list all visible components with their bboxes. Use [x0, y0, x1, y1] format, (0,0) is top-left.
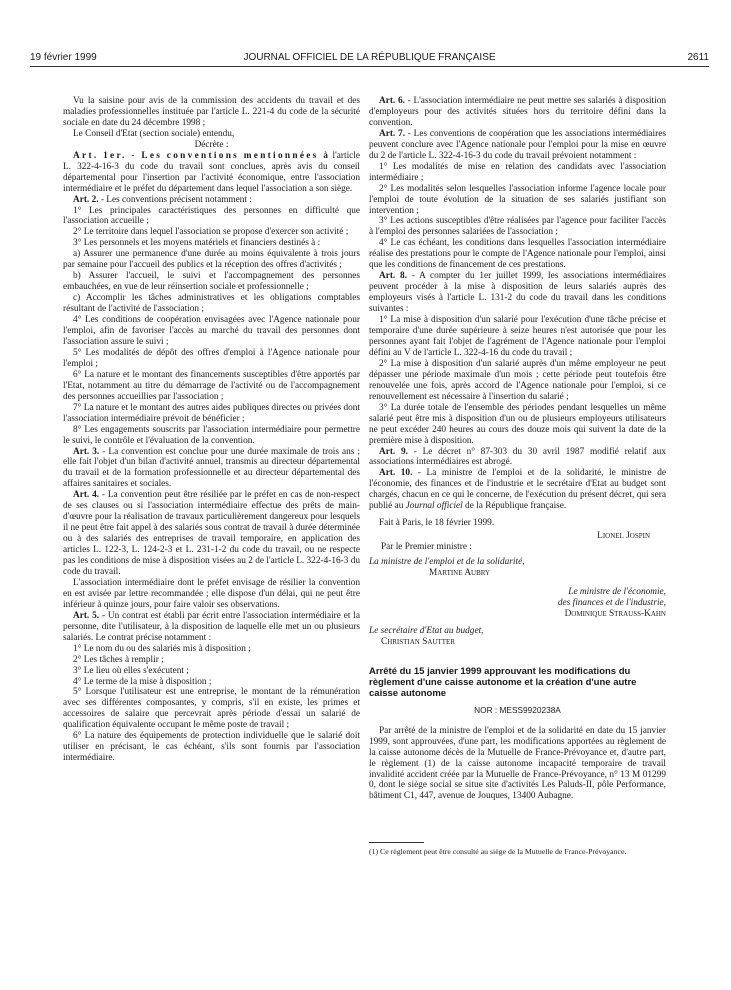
article-7-item: 1° Les modalités de mise en relation des candidats avec l'association intermédiaire ; — [369, 161, 666, 183]
footnote-rule — [369, 842, 424, 843]
article-6-text: - L'association intermédiaire ne peut mettre ses salariés à disposition d'employeurs pour des activités situées hors du territoire défini dans la convention. — [369, 96, 666, 128]
article-7-label: Art. 7. — [379, 128, 406, 139]
article-2-item: a) Assurer une permanence d'une durée au moins équivalente à trois jours par semaine pour l'accueil des publics et la réception des offres d'activités ; — [63, 249, 360, 271]
article-2-item: c) Accomplir les tâches administratives et les obligations comptables résultant de l'activité de l'association ; — [63, 293, 360, 315]
signature-block — [369, 518, 666, 648]
minister-2-title-1 — [369, 587, 666, 598]
article-10-tail: de la République française. — [462, 501, 567, 512]
article-4-paragraph-2: L'association intermédiaire dont le préfet envisage de résilier la convention en est avisée par lettre recommandée ; elle dispose d'un délai, qui ne peut être inférieur à quinze jours, pour faire valoir ses observations. — [63, 577, 360, 610]
article-4-text: - La convention peut être résiliée par le préfet en cas de non-respect de ses clauses ou si l'association intermédiaire effectue des prêts de main-d'œuvre pour la réalisation de travaux particulièrement dangereux pour lesquels il ne peut être fait appel à des salariés sous contrat de travail à durée déterminée ou à des salariés des entreprises de travail temporaire, en application des articles L. 122-3, L. 124-2-3 et L. 231-1-2 du code du travail, ou ne respecte pas les conditions de mise à disposition visées au 2 de l'article L. 322-4-16-3 du code du travail. — [63, 490, 361, 577]
minister-2-name: Dominique Strauss-Kahn — [564, 608, 666, 619]
article-5-item: 3° Le lieu où elles s'exécutent ; — [73, 665, 189, 676]
left-column — [63, 96, 360, 764]
article-9 — [369, 447, 666, 469]
par-premier-ministre: Par le Premier ministre : — [381, 542, 472, 553]
arrete-body: Par arrêté de la ministre de l'emploi et de la solidarité en date du 15 janvier 1999, sont approuvées, d'une part, les modifications apportées au règlement de la caisse autonome décès de la Mutuelle de France-Prévoyance et, d'autre part, le règlement (1) de la caisse autonome incapacité temporaire de travail invalidité accident créée par la Mutuelle de France-Prévoyance, n° 13 M 01299 0, dont le siège social se situe site d'activités Les Paluds-II, pôle Performance, bâtiment C1, 447, avenue de Jouques, 13400 Aubagne. — [369, 725, 666, 802]
article-5 — [63, 611, 360, 644]
article-2-label: Art. 2. — [73, 194, 99, 205]
article-10-text: - La ministre de l'emploi et de la solidarité, le ministre de l'économie, des finances et de l'industrie et le secrétaire d'Etat au budget sont chargés, chacun en ce qui le concerne, de l'exécution du présent décret, qui sera publié au — [369, 468, 666, 512]
article-1-text: l'article L. 322-4-16-3 du code du travail sont conclues, après avis du conseil départemental pour l'insertion par l'activité économique, entre l'association intermédiaire et le préfet du département dans lequel l'association a son siège. — [63, 150, 361, 194]
minister-3-title — [369, 626, 666, 637]
minister-2-title-1-text: Le ministre de l'économie, — [568, 586, 666, 597]
minister-1-title-text: La ministre de l'emploi et de la solidarité, — [369, 557, 525, 568]
article-3 — [63, 447, 360, 491]
article-8-label: Art. 8. — [379, 271, 407, 282]
conseil-paragraph: Le Conseil d'Etat (section sociale) entendu, — [73, 128, 235, 139]
journal-officiel-ref: Journal officiel — [405, 501, 463, 512]
article-8-item: 3° La durée totale de l'ensemble des périodes pendant lesquelles un même salarié peut être mis à disposition d'un ou de plusieurs employeurs utilisateurs ne peut excéder 240 heures au cours des douze mois qui suivent la date de la première mise à disposition. — [369, 402, 666, 446]
article-2 — [63, 195, 360, 206]
right-column — [369, 96, 666, 857]
article-5-item: 5° Lorsque l'utilisateur est une entreprise, le montant de la rémunération avec ses différentes composantes, y compris, s'il en existe, les primes et accessoires de salaire que percevrait après période d'essai un salarié de qualification équivalente occupant le même poste de travail ; — [63, 687, 360, 731]
minister-2-title-2-text: des finances et de l'industrie, — [557, 597, 666, 608]
signature-date: Fait à Paris, le 18 février 1999. — [379, 518, 495, 529]
article-5-label: Art. 5. — [73, 610, 100, 621]
article-6-label: Art. 6. — [379, 96, 405, 106]
article-7-item: 2° Les modalités selon lesquelles l'association informe l'agence locale pour l'emploi de toute évolution de la situation de ses salariés justifiant son intervention ; — [369, 183, 666, 216]
article-7-item: 3° Les actions susceptibles d'être réalisées par l'agence pour faciliter l'accès à l'emploi des personnes salariées de l'association ; — [369, 216, 666, 238]
article-2-item: 2° Le territoire dans lequel l'association se propose d'exercer son activité ; — [73, 227, 349, 238]
article-2-item: 4° Les conditions de coopération envisagées avec l'Agence nationale pour l'emploi, afin de favoriser l'accès au marché du travail des personnes dont l'association assure le suivi ; — [63, 315, 360, 347]
article-2-item: b) Assurer l'accueil, le suivi et l'accompagnement des personnes embauchées, en vue de leur réinsertion sociale et professionnelle ; — [63, 271, 360, 293]
minister-2-title-2 — [369, 598, 666, 609]
article-8-item: 2° La mise à disposition d'un salarié auprès d'un même employeur ne peut dépasser une période maximale d'un mois ; cette période peut toutefois être renouvelée une fois, après accord de l'Agence nationale pour l'emploi, si ce renouvellement est nécessaire à l'insertion du salarié ; — [369, 358, 666, 402]
arrete-title: Arrêté du 15 janvier 1999 approuvant les modifications du règlement d'une caisse autonome et la création d'une autre caisse autonome — [369, 665, 637, 699]
minister-1-title — [369, 557, 666, 568]
article-9-text: - Le décret n° 87-303 du 30 avril 1987 modifié relatif aux associations intermédiaires est abrogé. — [369, 446, 666, 468]
article-4-label: Art. 4. — [73, 490, 100, 501]
article-2-item: 7° La nature et le montant des autres aides publiques directes ou privées dont l'association intermédiaire prévoit de bénéficier ; — [63, 402, 360, 424]
article-1 — [63, 151, 360, 195]
article-9-label: Art. 9. — [379, 446, 408, 457]
article-5-text: - Un contrat est établi par écrit entre l'association intermédiaire et la personne, dite l'utilisateur, à la disposition de laquelle elle met un ou plusieurs salariés. Le contrat précise notamment : — [63, 610, 361, 643]
header-page-number: 2611 — [687, 52, 709, 63]
article-8 — [369, 271, 666, 315]
article-2-item: 6° La nature et le montant des financements susceptibles d'être apportés par l'Etat, notamment au titre du démarrage de l'activité ou de l'accompagnement des personnes accueillies par l'association ; — [63, 369, 360, 402]
article-6 — [369, 96, 666, 129]
article-2-text: - Les conventions précisent notamment : — [98, 194, 252, 205]
article-3-text: - La convention est conclue pour une durée maximale de trois ans ; elle fait l'objet d'un bilan d'activité annuel, transmis au directeur départemental du travail et de la formation professionnelle et au directeur départemental des affaires sanitaires et sociales. — [63, 446, 360, 490]
nor-reference: NOR : MESS9920238A — [474, 704, 561, 715]
decrete-heading: Décrète : — [194, 139, 229, 150]
article-3-label: Art. 3. — [73, 446, 100, 457]
article-7-text: - Les conventions de coopération que les associations intermédiaires peuvent conclure avec l'Agence nationale pour l'emploi pour la mise en œuvre du 2 de l'article L. 322-4-16-3 du code du travail prévoient notamment : — [369, 128, 666, 161]
article-7 — [369, 129, 666, 162]
minister-3-title-text: Le secrétaire d'Etat au budget, — [369, 625, 484, 636]
article-10-label: Art. 10. — [379, 468, 413, 479]
vu-paragraph: Vu la saisine pour avis de la commission des accidents du travail et des maladies professionnelles instituée par l'article L. 221-4 du code de la sécurité sociale en date du 24 décembre 1998 ; — [63, 96, 360, 128]
article-10 — [369, 468, 666, 512]
page-header — [30, 52, 709, 66]
article-4 — [63, 490, 360, 578]
article-5-item: 6° La nature des équipements de protection individuelle que le salarié doit utiliser en précisant, le cas échéant, s'ils sont fournis par l'association intermédiaire. — [63, 731, 360, 764]
article-5-item: 4° Le terme de la mise à disposition ; — [73, 676, 212, 687]
header-rule — [30, 66, 709, 67]
minister-3-name: Christian Sautter — [381, 636, 455, 647]
header-journal-title: JOURNAL OFFICIEL DE LA RÉPUBLIQUE FRANÇAISE — [243, 52, 496, 63]
article-7-item: 4° Le cas échéant, les conditions dans lesquelles l'association intermédiaire réalise des prestations pour le compte de l'Agence nationale pour l'emploi, ainsi que les conditions de financement de ces prestations. — [369, 238, 666, 271]
minister-1-name: Martine Aubry — [429, 568, 491, 579]
article-5-item: 2° Les tâches à remplir ; — [73, 654, 164, 665]
article-8-text: - A compter du 1er juillet 1999, les associations intermédiaires peuvent procéder à la mise à disposition de leurs salariés auprès des employeurs visés à l'article L. 131-2 du code du travail dans les conditions suivantes : — [369, 271, 666, 315]
prime-minister-name: Lionel Jospin — [597, 531, 650, 542]
article-2-item: 1° Les principales caractéristiques des personnes en difficulté que l'association accueille ; — [63, 205, 360, 227]
article-1-label: Art. 1er. - Les conventions mentionnées à — [73, 150, 331, 161]
article-5-item: 1° Le nom du ou des salariés mis à disposition ; — [73, 643, 251, 654]
footnote: (1) Ce règlement peut être consulté au siège de la Mutuelle de France-Prévoyance. — [369, 847, 627, 857]
article-2-item: 3° Les personnels et les moyens matériels et financiers destinés à : — [73, 238, 321, 249]
article-8-item: 1° La mise à disposition d'un salarié pour l'exécution d'une tâche précise et temporaire d'une durée supérieure à seize heures n'est autorisée que pour les personnes ayant fait l'objet de l'agrément de l'Agence nationale pour l'emploi défini au V de l'article L. 322-4-16 du code du travail ; — [369, 315, 666, 358]
header-date: 19 février 1999 — [30, 52, 97, 63]
article-2-item: 5° Les modalités de dépôt des offres d'emploi à l'Agence nationale pour l'emploi ; — [63, 347, 360, 369]
article-2-item: 8° Les engagements souscrits par l'association intermédiaire pour permettre le suivi, le contrôle et l'évaluation de la convention. — [63, 424, 360, 446]
